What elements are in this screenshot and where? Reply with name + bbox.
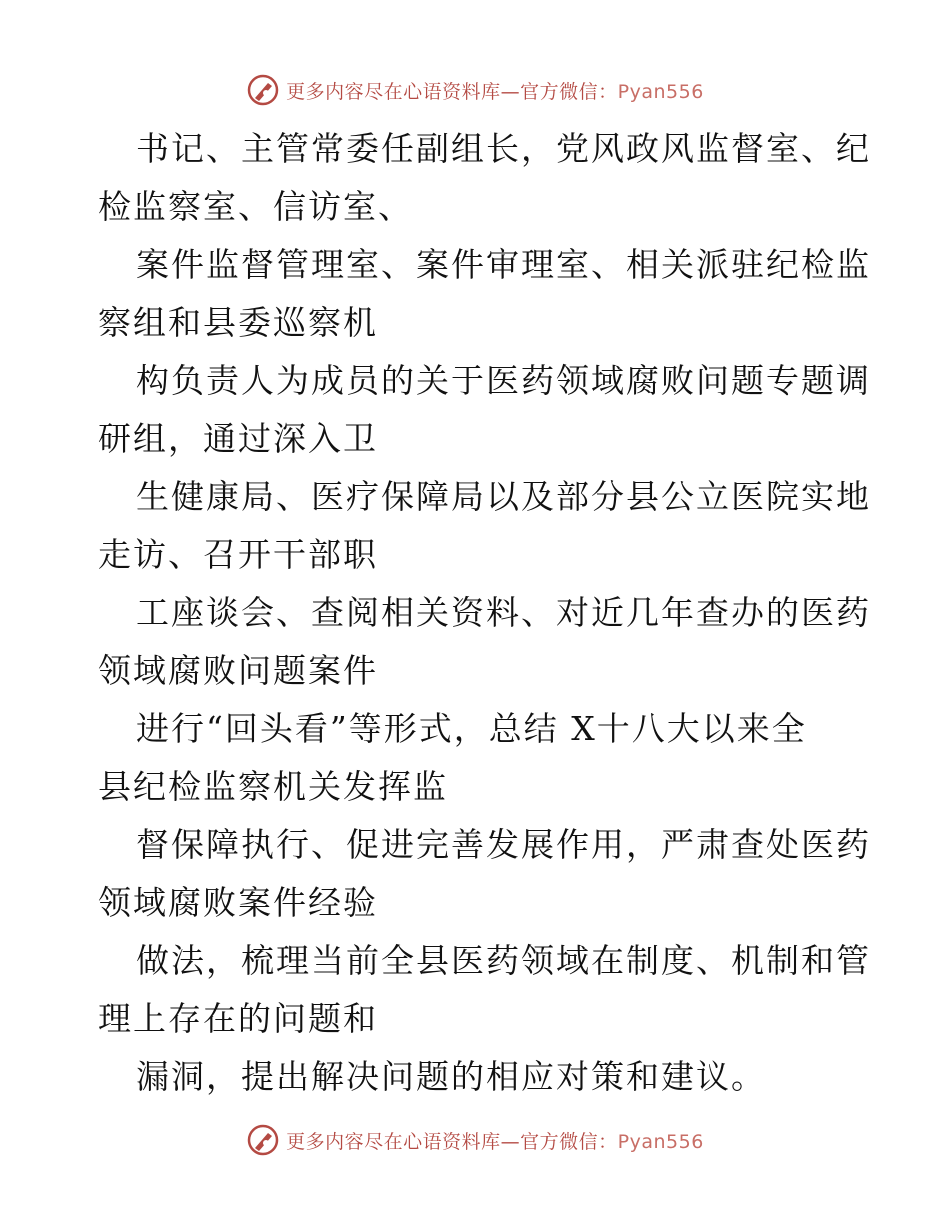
footer-watermark [0, 1120, 950, 1160]
paragraph: 生健康局、医疗保障局以及部分县公立医院实地 走访、召开干部职 [98, 477, 871, 574]
paragraph: 案件监督管理室、案件审理室、相关派驻纪检监 察组和县委巡察机 [98, 245, 871, 342]
paragraph: 督保障执行、促进完善发展作用，严肃查处医药 领域腐败案件经验 [98, 825, 871, 922]
paragraph: 书记、主管常委任副组长，党风政风监督室、纪 检监察室、信访室、 [98, 129, 871, 226]
watermark-text: 更多内容尽在心语资料库—官方微信：Pyan556 [286, 80, 704, 103]
pen-logo-icon [246, 1123, 280, 1157]
paragraph: 工座谈会、查阅相关资料、对近几年查办的医药 领域腐败问题案件 [98, 593, 871, 690]
paragraph: 构负责人为成员的关于医药领域腐败问题专题调 研组，通过深入卫 [98, 361, 871, 458]
watermark-text: 更多内容尽在心语资料库—官方微信：Pyan556 [286, 1130, 704, 1153]
paragraph: 漏洞，提出解决问题的相应对策和建议。 [136, 1057, 766, 1096]
paragraph: 做法，梳理当前全县医药领域在制度、机制和管 理上存在的问题和 [98, 941, 871, 1038]
pen-logo-icon [246, 73, 280, 107]
paragraph: 进行“回头看”等形式，总结 X十八大以来全 县纪检监察机关发挥监 [98, 709, 807, 806]
document-body [98, 120, 871, 1106]
header-watermark [0, 70, 950, 110]
